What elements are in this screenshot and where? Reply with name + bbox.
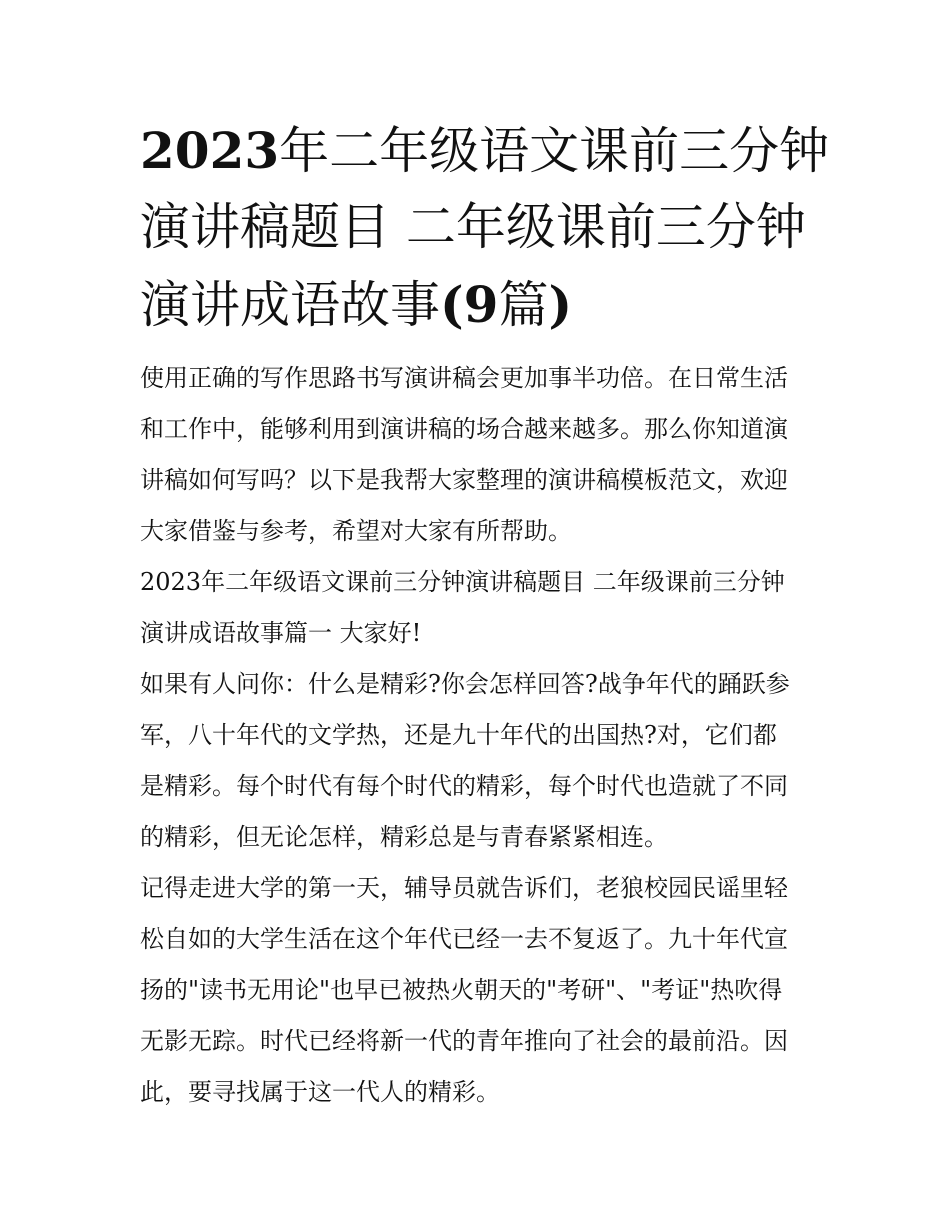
text-line: 和工作中，能够利用到演讲稿的场合越来越多。那么你知道演	[140, 415, 788, 443]
text-line: 扬的"读书无用论"也早已被热火朝天的"考研"、"考证"热吹得	[140, 976, 783, 1004]
text-line: 军，八十年代的文学热，还是九十年代的出国热?对，它们都	[140, 721, 777, 749]
text-line: 的精彩，但无论怎样，精彩总是与青春紧紧相连。	[140, 823, 668, 851]
text-line: 使用正确的写作思路书写演讲稿会更加事半功倍。在日常生活	[140, 364, 788, 392]
title-count-unit: 篇	[498, 276, 549, 334]
paragraph-question	[140, 659, 830, 863]
text-line: 无影无踪。时代已经将新一代的青年推向了社会的最前沿。因	[140, 1027, 788, 1055]
paragraph-memory	[140, 863, 830, 1118]
title-line-2-text: 演讲稿题目 二年级课前三分钟	[140, 198, 806, 256]
text-line: 演讲成语故事篇一 大家好!	[140, 619, 422, 647]
text-line: 大家借鉴与参考，希望对大家有所帮助。	[140, 517, 572, 545]
title-year: 2023	[140, 121, 280, 180]
text-line: 此，要寻找属于这一代人的精彩。	[140, 1078, 500, 1106]
document-body	[140, 353, 830, 1118]
title-line-2	[140, 189, 830, 266]
text-line: 是精彩。每个时代有每个时代的精彩，每个时代也造就了不同	[140, 772, 788, 800]
text-line: 记得走进大学的第一天，辅导员就告诉们，老狼校园民谣里轻	[140, 874, 788, 902]
text-line: 讲稿如何写吗？以下是我帮大家整理的演讲稿模板范文，欢迎	[140, 466, 788, 494]
title-count-open: (9	[440, 275, 499, 334]
paragraph-intro	[140, 353, 830, 557]
text-line: 松自如的大学生活在这个年代已经一去不复返了。九十年代宣	[140, 925, 788, 953]
title-count-close: )	[548, 275, 573, 334]
paragraph-heading	[140, 557, 830, 659]
text-line: 2023年二年级语文课前三分钟演讲稿题目 二年级课前三分钟	[140, 568, 785, 596]
title-line-1-text: 年二年级语文课前三分钟	[279, 122, 830, 180]
title-line-3	[140, 266, 830, 343]
title-line-1	[140, 112, 830, 189]
text-line: 如果有人问你：什么是精彩?你会怎样回答?战争年代的踊跃参	[140, 670, 790, 698]
title-line-3-text: 演讲成语故事	[140, 276, 440, 334]
document-title	[140, 112, 830, 343]
